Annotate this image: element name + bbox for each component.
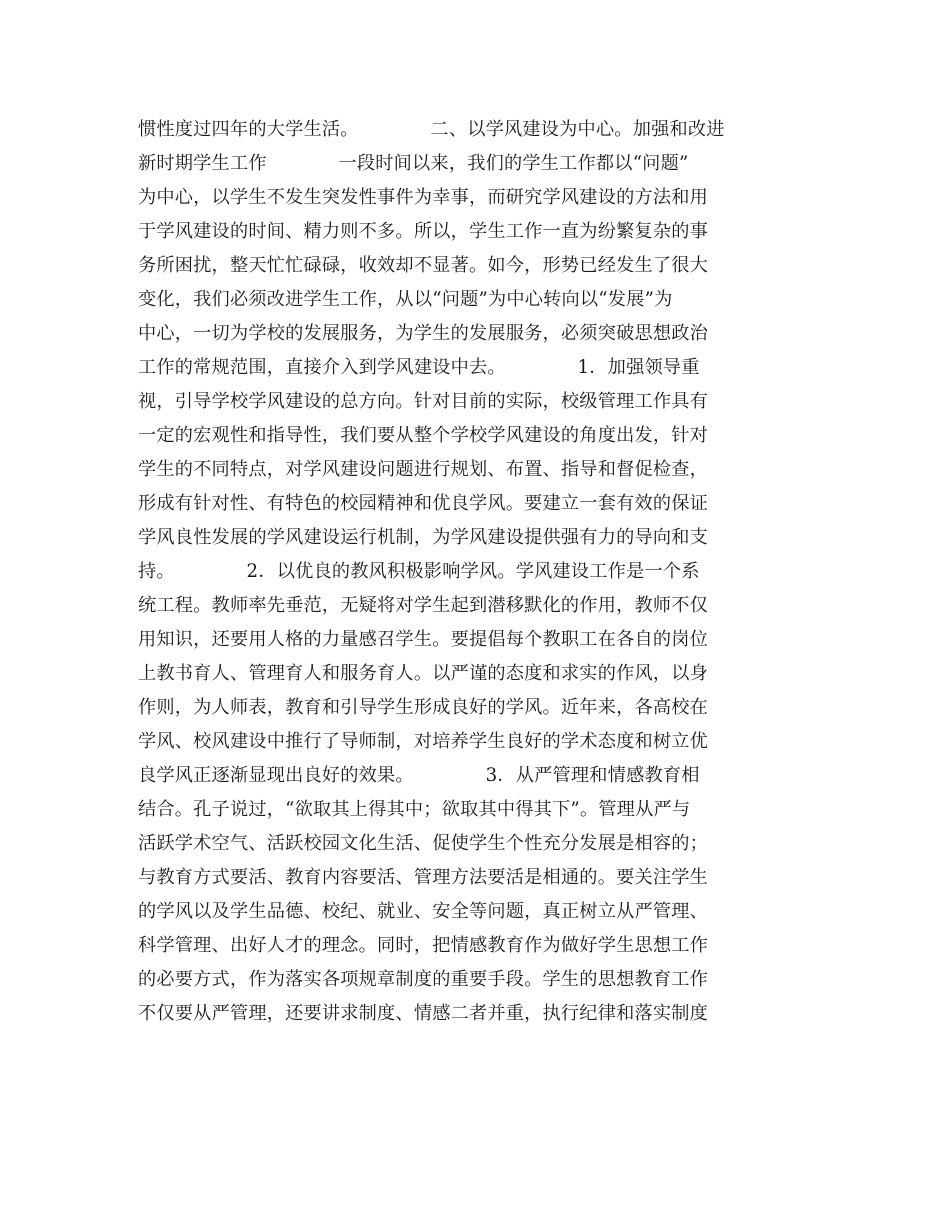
text-line-9: 视，引导学校学风建设的总方向。针对目前的实际，校级管理工作具有 (138, 391, 709, 412)
text-line-27: 不仅要从严管理，还要讲求制度、情感二者并重，执行纪律和落实制度 (138, 1003, 709, 1024)
text-line-24: 的学风以及学生品德、校纪、就业、安全等问题，真正树立从严管理、 (138, 901, 709, 922)
text-line-1: 惯性度过四年的大学生活。 二、以学风建设为中心。加强和改进 (138, 119, 725, 140)
text-line-7: 中心，一切为学校的发展服务，为学生的发展服务，必须突破思想政治 (138, 323, 709, 344)
text-line-19: 学风、校风建设中推行了导师制，对培养学生良好的学术态度和树立优 (138, 731, 709, 752)
text-line-16: 用知识，还要用人格的力量感召学生。要提倡每个教职工在各自的岗位 (138, 629, 709, 650)
text-line-20: 良学风正逐渐显现出良好的效果。 3．从严管理和情感教育相 (138, 765, 700, 786)
text-line-3: 为中心，以学生不发生突发性事件为幸事，而研究学风建设的方法和用 (138, 187, 709, 208)
text-line-5: 务所困扰，整天忙忙碌碌，收效却不显著。如今，形势已经发生了很大 (138, 255, 709, 276)
text-line-22: 活跃学术空气、活跃校园文化生活、促使学生个性充分发展是相容的； (138, 833, 709, 854)
text-line-13: 学风良性发展的学风建设运行机制，为学风建设提供强有力的导向和支 (138, 527, 709, 548)
text-line-12: 形成有针对性、有特色的校园精神和优良学风。要建立一套有效的保证 (138, 493, 709, 514)
text-line-25: 科学管理、出好人才的理念。同时，把情感教育作为做好学生思想工作 (138, 935, 709, 956)
text-line-15: 统工程。教师率先垂范，无疑将对学生起到潜移默化的作用，教师不仅 (138, 595, 709, 616)
text-line-11: 学生的不同特点，对学风建设问题进行规划、布置、指导和督促检查， (138, 459, 709, 480)
text-line-6: 变化，我们必须改进学生工作，从以“问题”为中心转向以“发展”为 (138, 289, 673, 310)
text-line-21: 结合。孔子说过，“欲取其上得其中；欲取其中得其下”。管理从严与 (138, 799, 691, 820)
text-line-17: 上教书育人、管理育人和服务育人。以严谨的态度和求实的作风，以身 (138, 663, 709, 684)
text-line-2: 新时期学生工作 一段时间以来，我们的学生工作都以“问题” (138, 153, 689, 174)
text-line-8: 工作的常规范围，直接介入到学风建设中去。 1．加强领导重 (138, 357, 700, 378)
text-line-14: 持。 2．以优良的教风积极影响学风。学风建设工作是一个系 (138, 561, 700, 582)
text-line-23: 与教育方式要活、教育内容要活、管理方法要活是相通的。要关注学生 (138, 867, 709, 888)
body-text (138, 113, 828, 1031)
text-line-26: 的必要方式，作为落实各项规章制度的重要手段。学生的思想教育工作 (138, 969, 709, 990)
text-line-10: 一定的宏观性和指导性，我们要从整个学校学风建设的角度出发，针对 (138, 425, 709, 446)
text-line-18: 作则，为人师表，教育和引导学生形成良好的学风。近年来，各高校在 (138, 697, 709, 718)
text-line-4: 于学风建设的时间、精力则不多。所以，学生工作一直为纷繁复杂的事 (138, 221, 709, 242)
